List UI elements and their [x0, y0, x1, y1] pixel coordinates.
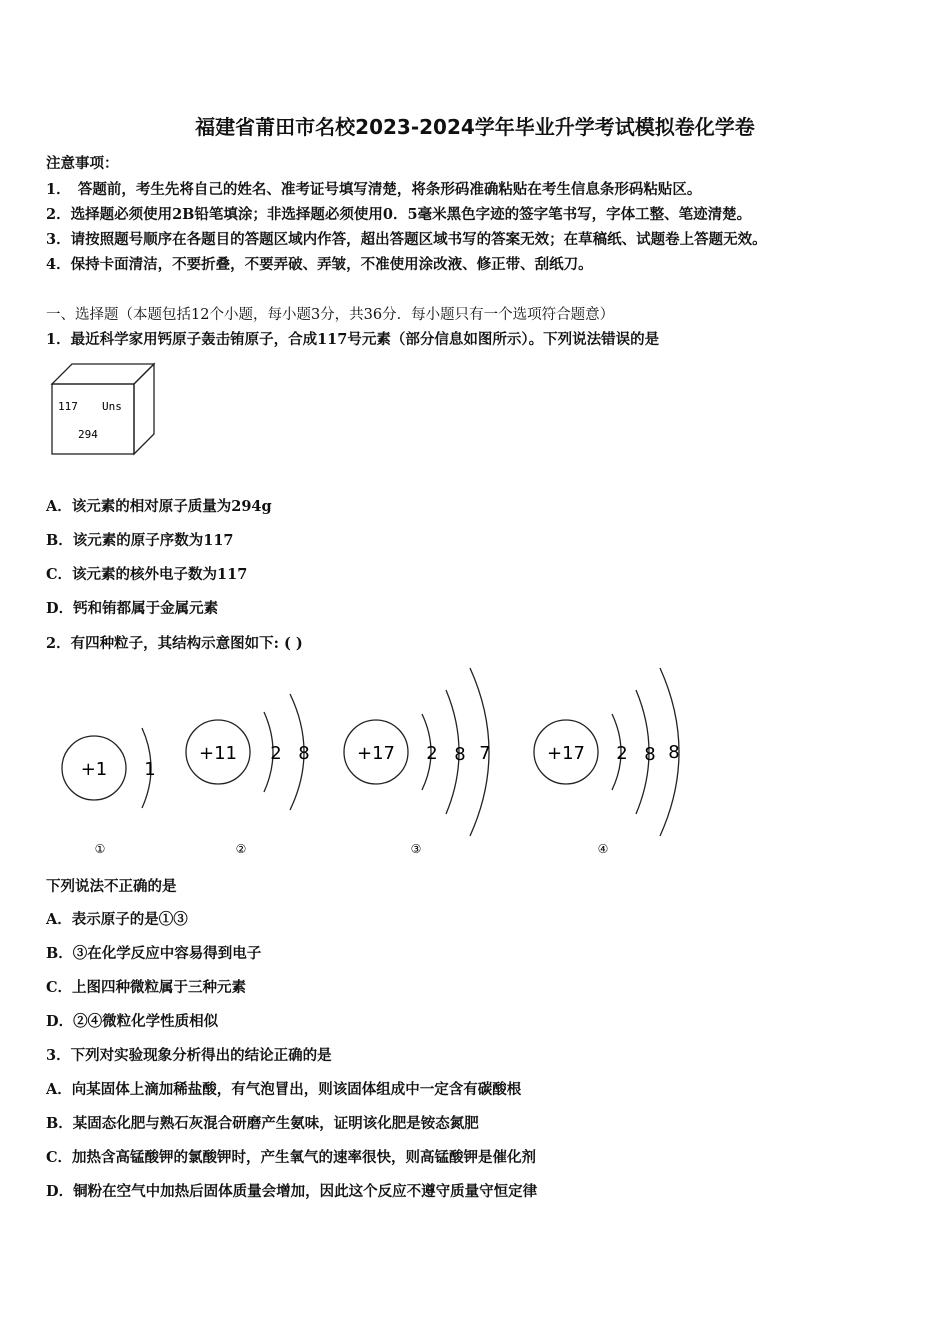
q1-option-d: D．钙和铕都属于金属元素 — [46, 600, 219, 617]
shell-electrons: 2 — [426, 743, 438, 764]
q1-option-c: C．该元素的核外电子数为117 — [46, 566, 248, 583]
particle-4 — [534, 668, 680, 856]
section-heading: 一、选择题（本题包括12个小题，每小题3分，共36分．每小题只有一个选项符合题意） — [46, 307, 615, 323]
particle-label: ④ — [597, 842, 609, 856]
notice-item-4: 4．保持卡面清洁，不要折叠，不要弄破、弄皱，不准使用涂改液、修正带、刮纸刀。 — [46, 256, 593, 273]
q2-option-a: A．表示原子的是①③ — [46, 911, 188, 928]
q2-option-c: C．上图四种微粒属于三种元素 — [46, 979, 247, 996]
particle-label: ③ — [410, 842, 422, 856]
nucleus-charge: +17 — [357, 743, 395, 764]
shell-electrons: 2 — [616, 743, 628, 764]
element-mass: 294 — [78, 428, 98, 441]
shell-electrons: 8 — [644, 744, 656, 765]
element-symbol: Uns — [102, 400, 122, 413]
notice-heading: 注意事项： — [46, 155, 119, 172]
particle-3 — [344, 668, 491, 856]
q2-option-d: D．②④微粒化学性质相似 — [46, 1013, 219, 1030]
notice-item-3: 3．请按照题号顺序在各题目的答题区域内作答，超出答题区域书写的答案无效；在草稿纸、试题卷上答题无效。 — [46, 231, 767, 248]
box-side-face — [134, 364, 154, 454]
q3-option-a: A．向某固体上滴加稀盐酸，有气泡冒出，则该固体组成中一定含有碳酸根 — [46, 1081, 522, 1098]
shell-electrons: 7 — [479, 743, 491, 764]
q3-option-c: C．加热含高锰酸钾的氯酸钾时，产生氧气的速率很快，则高锰酸钾是催化剂 — [46, 1149, 537, 1166]
shell-electrons: 2 — [270, 743, 282, 764]
q1-stem: 1．最近科学家用钙原子轰击铕原子，合成117号元素（部分信息如图所示）。下列说法错误的是 — [46, 331, 660, 348]
element-card-diagram — [50, 362, 160, 458]
shell-electrons: 1 — [144, 759, 156, 780]
particle-label: ② — [235, 842, 247, 856]
q3-stem: 3．下列对实验现象分析得出的结论正确的是 — [46, 1047, 332, 1064]
nucleus-charge: +11 — [199, 743, 237, 764]
particle-1 — [62, 728, 156, 856]
shell-electrons: 8 — [668, 742, 680, 763]
notice-item-1: 1． 答题前，考生先将自己的姓名、准考证号填写清楚，将条形码准确粘贴在考生信息条形码粘贴区。 — [46, 181, 702, 198]
box-top-face — [52, 364, 154, 384]
q2-sub-stem: 下列说法不正确的是 — [46, 878, 177, 895]
particle-label: ① — [94, 842, 106, 856]
q1-option-a: A．该元素的相对原子质量为294g — [46, 498, 272, 515]
page-title: 福建省莆田市名校2023-2024学年毕业升学考试模拟卷化学卷 — [195, 115, 755, 139]
q3-option-d: D．铜粉在空气中加热后固体质量会增加，因此这个反应不遵守质量守恒定律 — [46, 1183, 538, 1200]
q2-stem: 2．有四种粒子，其结构示意图如下: ( ) — [46, 635, 303, 652]
atom-structure-diagrams — [40, 660, 700, 860]
shell-electrons: 8 — [298, 743, 310, 764]
element-number: 117 — [58, 400, 78, 413]
nucleus-charge: +17 — [547, 743, 585, 764]
q1-option-b: B．该元素的原子序数为117 — [46, 532, 234, 549]
q2-option-b: B．③在化学反应中容易得到电子 — [46, 945, 262, 962]
particle-2 — [186, 694, 310, 856]
nucleus-charge: +1 — [80, 759, 108, 780]
notice-item-2: 2．选择题必须使用2B铅笔填涂；非选择题必须使用0．5毫米黑色字迹的签字笔书写，字体工整、笔迹清楚。 — [46, 206, 752, 223]
box-front-face — [52, 384, 134, 454]
q3-option-b: B．某固态化肥与熟石灰混合研磨产生氨味，证明该化肥是铵态氮肥 — [46, 1115, 479, 1132]
shell-electrons: 8 — [454, 744, 466, 765]
